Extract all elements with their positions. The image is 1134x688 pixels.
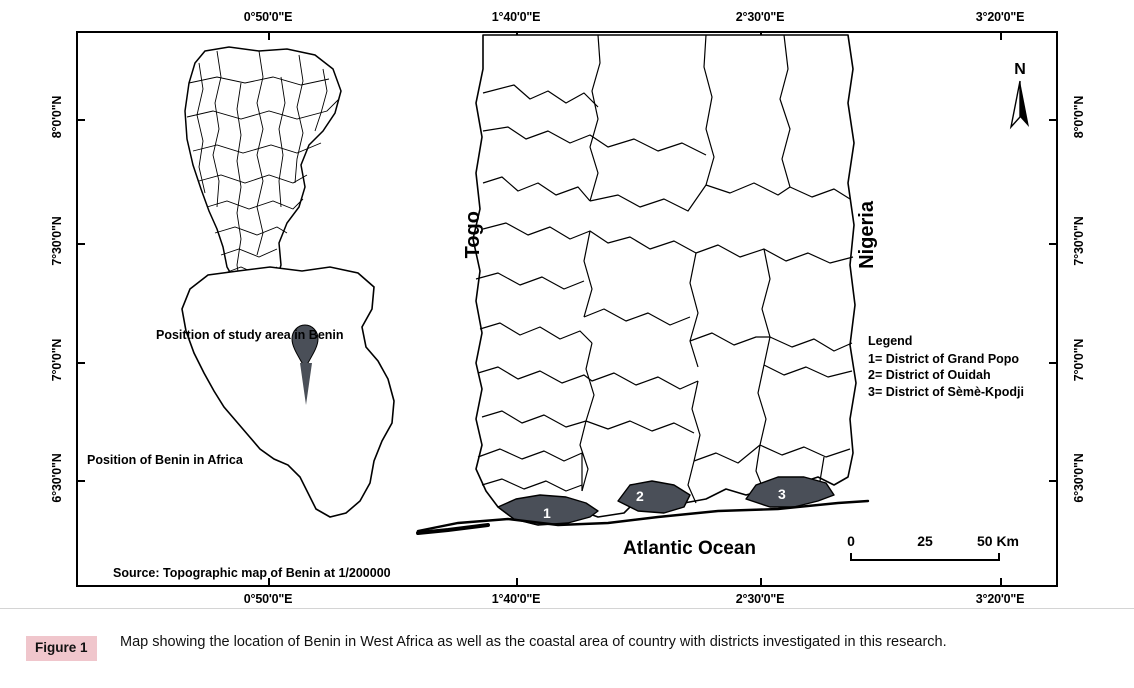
caption-inset-benin: Posittion of study area in Benin [156,328,344,342]
map-source-note: Source: Topographic map of Benin at 1/200000 [113,566,391,580]
figure-caption-text: Map showing the location of Benin in West Africa as well as the coastal area of country with districts investigated in this research. [120,634,947,650]
legend-item-1: 1= District of Grand Popo [868,351,1020,366]
axis-label-top-1: 1°40'0"E [491,10,541,24]
axis-label-top-0: 0°50'0"E [243,10,293,24]
district-marker-3: 3 [778,486,786,502]
scalebar-line [851,559,999,561]
scalebar-label-0: 0 [847,533,855,549]
legend-title: Legend [868,334,913,348]
legend-item-3: 3= District of Sèmè-Kpodji [868,384,1024,399]
axis-label-bottom-1: 1°40'0"E [491,592,541,606]
label-nigeria: Nigeria [856,201,878,269]
legend-item-2: 2= District of Ouidah [868,368,991,382]
axis-label-left-0: 8°0'0"N [50,95,64,139]
axis-label-right-0: 8°0'0"N [1072,95,1086,139]
district-marker-1: 1 [543,505,551,521]
north-arrow-label: N [1014,61,1026,78]
map-vector-artwork [78,33,1056,585]
axis-label-bottom-2: 2°30'0"E [735,592,785,606]
axis-label-left-2: 7°0'0"N [50,338,64,382]
axis-label-right-1: 7°30'0"N [1072,216,1086,266]
label-togo: Togo [462,211,484,259]
scalebar-label-1: 25 [917,533,933,549]
axis-label-bottom-3: 3°20'0"E [975,592,1025,606]
axis-label-right-3: 6°30'0"N [1072,453,1086,503]
figure-number-badge: Figure 1 [26,636,97,661]
scalebar-tick-1 [998,553,1000,561]
figure-caption-row [0,612,1134,688]
label-atlantic-ocean: Atlantic Ocean [623,538,757,559]
axis-label-bottom-0: 0°50'0"E [243,592,293,606]
inset-africa-map [182,267,394,517]
map-legend [868,333,1024,400]
axis-label-left-1: 7°30'0"N [50,216,64,266]
north-arrow-icon [1003,63,1037,135]
axis-label-top-3: 3°20'0"E [975,10,1025,24]
north-arrow-glyph [1003,77,1037,131]
scalebar-tick-0 [850,553,852,561]
map-plot-frame [76,31,1058,587]
caption-divider [0,608,1134,609]
axis-label-left-3: 6°30'0"N [50,453,64,503]
axis-label-right-2: 7°0'0"N [1072,338,1086,382]
axis-label-top-2: 2°30'0"E [735,10,785,24]
scalebar-label-2: 50 Km [976,533,1020,549]
district-marker-2: 2 [636,488,644,504]
caption-inset-africa: Position of Benin in Africa [87,453,243,467]
